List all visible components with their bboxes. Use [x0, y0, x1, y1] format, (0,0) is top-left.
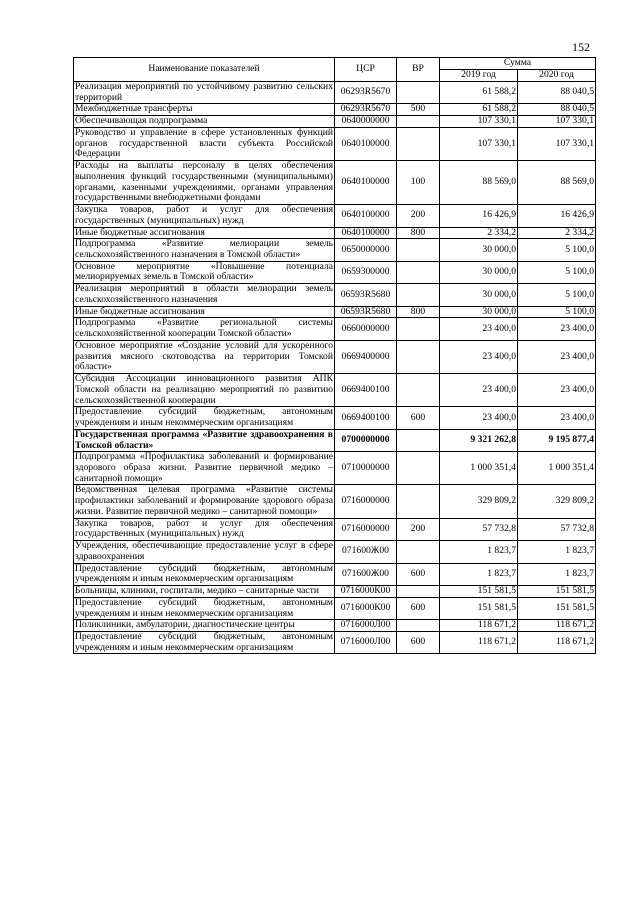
row-sum-2019: 23 400,0	[440, 374, 518, 407]
row-sum-2020: 1 000 351,4	[518, 452, 596, 485]
row-vr: 800	[397, 227, 440, 239]
table-row	[74, 374, 596, 407]
row-vr	[397, 127, 440, 160]
table-row	[74, 82, 596, 104]
header-vr: ВР	[397, 58, 440, 82]
row-sum-2020: 107 330,1	[518, 127, 596, 160]
row-sum-2020: 23 400,0	[518, 407, 596, 429]
row-sum-2019: 118 671,2	[440, 620, 518, 632]
table-row	[74, 127, 596, 160]
row-vr: 100	[397, 161, 440, 205]
row-name: Подпрограмма «Профилактика заболеваний и формирование здорового образа жизни. Развитие первичной медико – санитарной помощи»	[75, 451, 333, 484]
row-name: Основное мероприятие «Создание условий для ускоренного развития мясного скотоводства на территории Томской области»	[75, 339, 333, 373]
row-csr: 0716000000	[335, 518, 397, 540]
row-sum-2020: 118 671,2	[518, 631, 596, 653]
row-sum-2019: 2 334,2	[440, 227, 518, 239]
row-sum-2019: 1 823,7	[440, 563, 518, 585]
row-vr	[397, 452, 440, 485]
row-sum-2019: 30 000,0	[440, 261, 518, 283]
row-csr: 0669400100	[335, 374, 397, 407]
row-vr: 800	[397, 306, 440, 318]
table-row	[74, 518, 596, 540]
row-name: Государственная программа «Развитие здравоохранения в Томской области»	[75, 428, 333, 451]
row-vr	[397, 620, 440, 632]
table-row	[74, 485, 596, 518]
row-csr: 0640100000	[335, 161, 397, 205]
row-vr: 600	[397, 597, 440, 619]
row-csr: 0659300000	[335, 261, 397, 283]
table-row	[74, 205, 596, 227]
row-sum-2020: 88 040,5	[518, 104, 596, 116]
budget-table	[73, 57, 596, 654]
table-row	[74, 563, 596, 585]
table-row	[74, 116, 596, 128]
row-name: Предоставление субсидий бюджетным, автономным учреждениям и иным некоммерческим организациям	[75, 562, 333, 585]
row-sum-2019: 23 400,0	[440, 340, 518, 373]
row-sum-2019: 30 000,0	[440, 306, 518, 318]
row-csr: 071600Ж00	[335, 541, 397, 563]
table-header	[74, 58, 596, 82]
row-vr	[397, 116, 440, 128]
row-name: Учреждения, обеспечивающие предоставление услуг в сфере здравоохранения	[75, 540, 333, 562]
row-sum-2019: 1 000 351,4	[440, 452, 518, 485]
row-sum-2020: 5 100,0	[518, 261, 596, 283]
row-sum-2019: 61 588,2	[440, 82, 518, 104]
row-csr: 06293R5670	[335, 104, 397, 116]
row-vr: 600	[397, 563, 440, 585]
row-sum-2020: 5 100,0	[518, 239, 596, 261]
row-name: Основное мероприятие «Повышение потенциала мелиорируемых земель в Томской области»	[75, 260, 333, 283]
row-csr: 0650000000	[335, 239, 397, 261]
row-name: Реализация мероприятий по устойчивому развитию сельских территорий	[75, 81, 333, 103]
row-sum-2020: 9 195 877,4	[518, 429, 596, 451]
row-vr	[397, 82, 440, 104]
row-sum-2020: 151 581,5	[518, 597, 596, 619]
row-vr	[397, 340, 440, 373]
table-row	[74, 631, 596, 653]
row-name: Поликлиники, амбулатории, диагностические центры	[74, 620, 335, 632]
row-vr: 600	[397, 631, 440, 653]
row-sum-2020: 107 330,1	[518, 116, 596, 128]
row-csr: 0669400000	[335, 340, 397, 373]
row-sum-2019: 30 000,0	[440, 284, 518, 306]
row-name: Ведомственная целевая программа «Развитие системы профилактики заболеваний и формирование здорового образа жизни. Развитие первичной медико – санитарной помощи»	[75, 484, 333, 517]
table-row	[74, 429, 596, 451]
row-sum-2020: 1 823,7	[518, 541, 596, 563]
row-name: Межбюджетные трансферты	[74, 104, 335, 116]
row-name: Иные бюджетные ассигнования	[74, 227, 335, 239]
row-csr: 0669400100	[335, 407, 397, 429]
row-sum-2020: 151 581,5	[518, 586, 596, 598]
table-row	[74, 161, 596, 205]
table-row	[74, 318, 596, 340]
row-sum-2020: 2 334,2	[518, 227, 596, 239]
row-vr	[397, 318, 440, 340]
table-row	[74, 340, 596, 373]
row-csr: 0640000000	[335, 116, 397, 128]
row-sum-2020: 23 400,0	[518, 318, 596, 340]
row-sum-2019: 107 330,1	[440, 127, 518, 160]
row-vr	[397, 239, 440, 261]
header-csr: ЦСР	[335, 58, 397, 82]
row-csr: 0716000000	[335, 485, 397, 518]
row-vr	[397, 541, 440, 563]
table-row	[74, 620, 596, 632]
row-name: Иные бюджетные ассигнования	[74, 306, 335, 318]
row-sum-2019: 118 671,2	[440, 631, 518, 653]
row-csr: 0640100000	[335, 205, 397, 227]
row-sum-2020: 5 100,0	[518, 284, 596, 306]
row-vr	[397, 374, 440, 407]
row-sum-2020: 16 426,9	[518, 205, 596, 227]
row-csr: 06593R5680	[335, 284, 397, 306]
row-csr: 0710000000	[335, 452, 397, 485]
header-2019: 2019 год	[440, 70, 518, 82]
table-row	[74, 541, 596, 563]
row-csr: 0716000К00	[335, 586, 397, 598]
table-row	[74, 306, 596, 318]
table-row	[74, 104, 596, 116]
row-name: Больницы, клиники, госпитали, медико – санитарные части	[74, 586, 335, 598]
table-row	[74, 452, 596, 485]
row-name: Закупка товаров, работ и услуг для обеспечения государственных (муниципальных) нужд	[75, 204, 333, 226]
row-sum-2020: 118 671,2	[518, 620, 596, 632]
row-csr: 0716000Л00	[335, 631, 397, 653]
header-name: Наименование показателей	[74, 58, 335, 82]
row-csr: 0716000Л00	[335, 620, 397, 632]
row-sum-2020: 1 823,7	[518, 563, 596, 585]
row-name: Расходы на выплаты персоналу в целях обеспечения выполнения функций государственными (муниципальными) органами, казенными учреждениями, органами управления государственными внебюджетными фондами	[75, 160, 333, 204]
row-sum-2019: 23 400,0	[440, 318, 518, 340]
row-csr: 0640100000	[335, 227, 397, 239]
row-sum-2019: 61 588,2	[440, 104, 518, 116]
row-vr: 200	[397, 518, 440, 540]
table-row	[74, 586, 596, 598]
row-sum-2019: 151 581,5	[440, 586, 518, 598]
table-row	[74, 239, 596, 261]
row-csr: 0700000000	[335, 429, 397, 451]
table-row	[74, 284, 596, 306]
row-name: Предоставление субсидий бюджетным, автономным учреждениям и иным некоммерческим организациям	[75, 596, 333, 619]
row-vr: 500	[397, 104, 440, 116]
table-body	[74, 82, 596, 654]
header-sum: Сумма	[440, 58, 596, 70]
table-row	[74, 597, 596, 619]
row-name: Подпрограмма «Развитие региональной системы сельскохозяйственной кооперации Томской области»	[75, 317, 333, 340]
row-sum-2020: 23 400,0	[518, 374, 596, 407]
row-vr: 600	[397, 407, 440, 429]
row-vr: 200	[397, 205, 440, 227]
row-sum-2019: 151 581,5	[440, 597, 518, 619]
row-sum-2020: 23 400,0	[518, 340, 596, 373]
row-name: Предоставление субсидий бюджетным, автономным учреждениям и иным некоммерческим организациям	[75, 630, 333, 653]
row-vr	[397, 261, 440, 283]
table-row	[74, 261, 596, 283]
row-csr: 0660000000	[335, 318, 397, 340]
row-sum-2019: 9 321 262,8	[440, 429, 518, 451]
row-vr	[397, 284, 440, 306]
row-sum-2019: 88 569,0	[440, 161, 518, 205]
table-row	[74, 227, 596, 239]
row-sum-2020: 88 040,5	[518, 82, 596, 104]
row-vr	[397, 429, 440, 451]
row-name: Закупка товаров, работ и услуг для обеспечения государственных (муниципальных) нужд	[75, 517, 333, 540]
row-sum-2019: 16 426,9	[440, 205, 518, 227]
row-vr	[397, 586, 440, 598]
row-sum-2020: 57 732,8	[518, 518, 596, 540]
row-csr: 071600Ж00	[335, 563, 397, 585]
row-sum-2019: 107 330,1	[440, 116, 518, 128]
row-name: Руководство и управление в сфере установленных функций органов государственной власти субъекта Российской Федерации	[75, 126, 333, 160]
header-2020: 2020 год	[518, 70, 596, 82]
row-csr: 06293R5670	[335, 82, 397, 104]
table-row	[74, 407, 596, 429]
row-sum-2019: 329 809,2	[440, 485, 518, 518]
row-sum-2019: 23 400,0	[440, 407, 518, 429]
row-name: Обеспечивающая подпрограмма	[74, 116, 335, 128]
row-csr: 06593R5680	[335, 306, 397, 318]
row-sum-2020: 5 100,0	[518, 306, 596, 318]
row-sum-2019: 57 732,8	[440, 518, 518, 540]
row-sum-2020: 88 569,0	[518, 161, 596, 205]
row-name: Реализация мероприятий в области мелиорации земель сельскохозяйственного назначения	[75, 283, 333, 305]
row-csr: 0640100000	[335, 127, 397, 160]
row-sum-2019: 30 000,0	[440, 239, 518, 261]
row-name: Субсидия Ассоциации инновационного развития АПК Томской области на реализацию мероприятий по развитию сельскохозяйственной кооперации	[75, 373, 333, 406]
row-name: Предоставление субсидий бюджетным, автономным учреждениям и иным некоммерческим организациям	[75, 406, 333, 429]
row-sum-2019: 1 823,7	[440, 541, 518, 563]
row-vr	[397, 485, 440, 518]
row-sum-2020: 329 809,2	[518, 485, 596, 518]
page-number: 152	[572, 40, 590, 54]
row-name: Подпрограмма «Развитие мелиорации земель сельскохозяйственного назначения в Томской области»	[75, 238, 333, 261]
row-csr: 0716000К00	[335, 597, 397, 619]
